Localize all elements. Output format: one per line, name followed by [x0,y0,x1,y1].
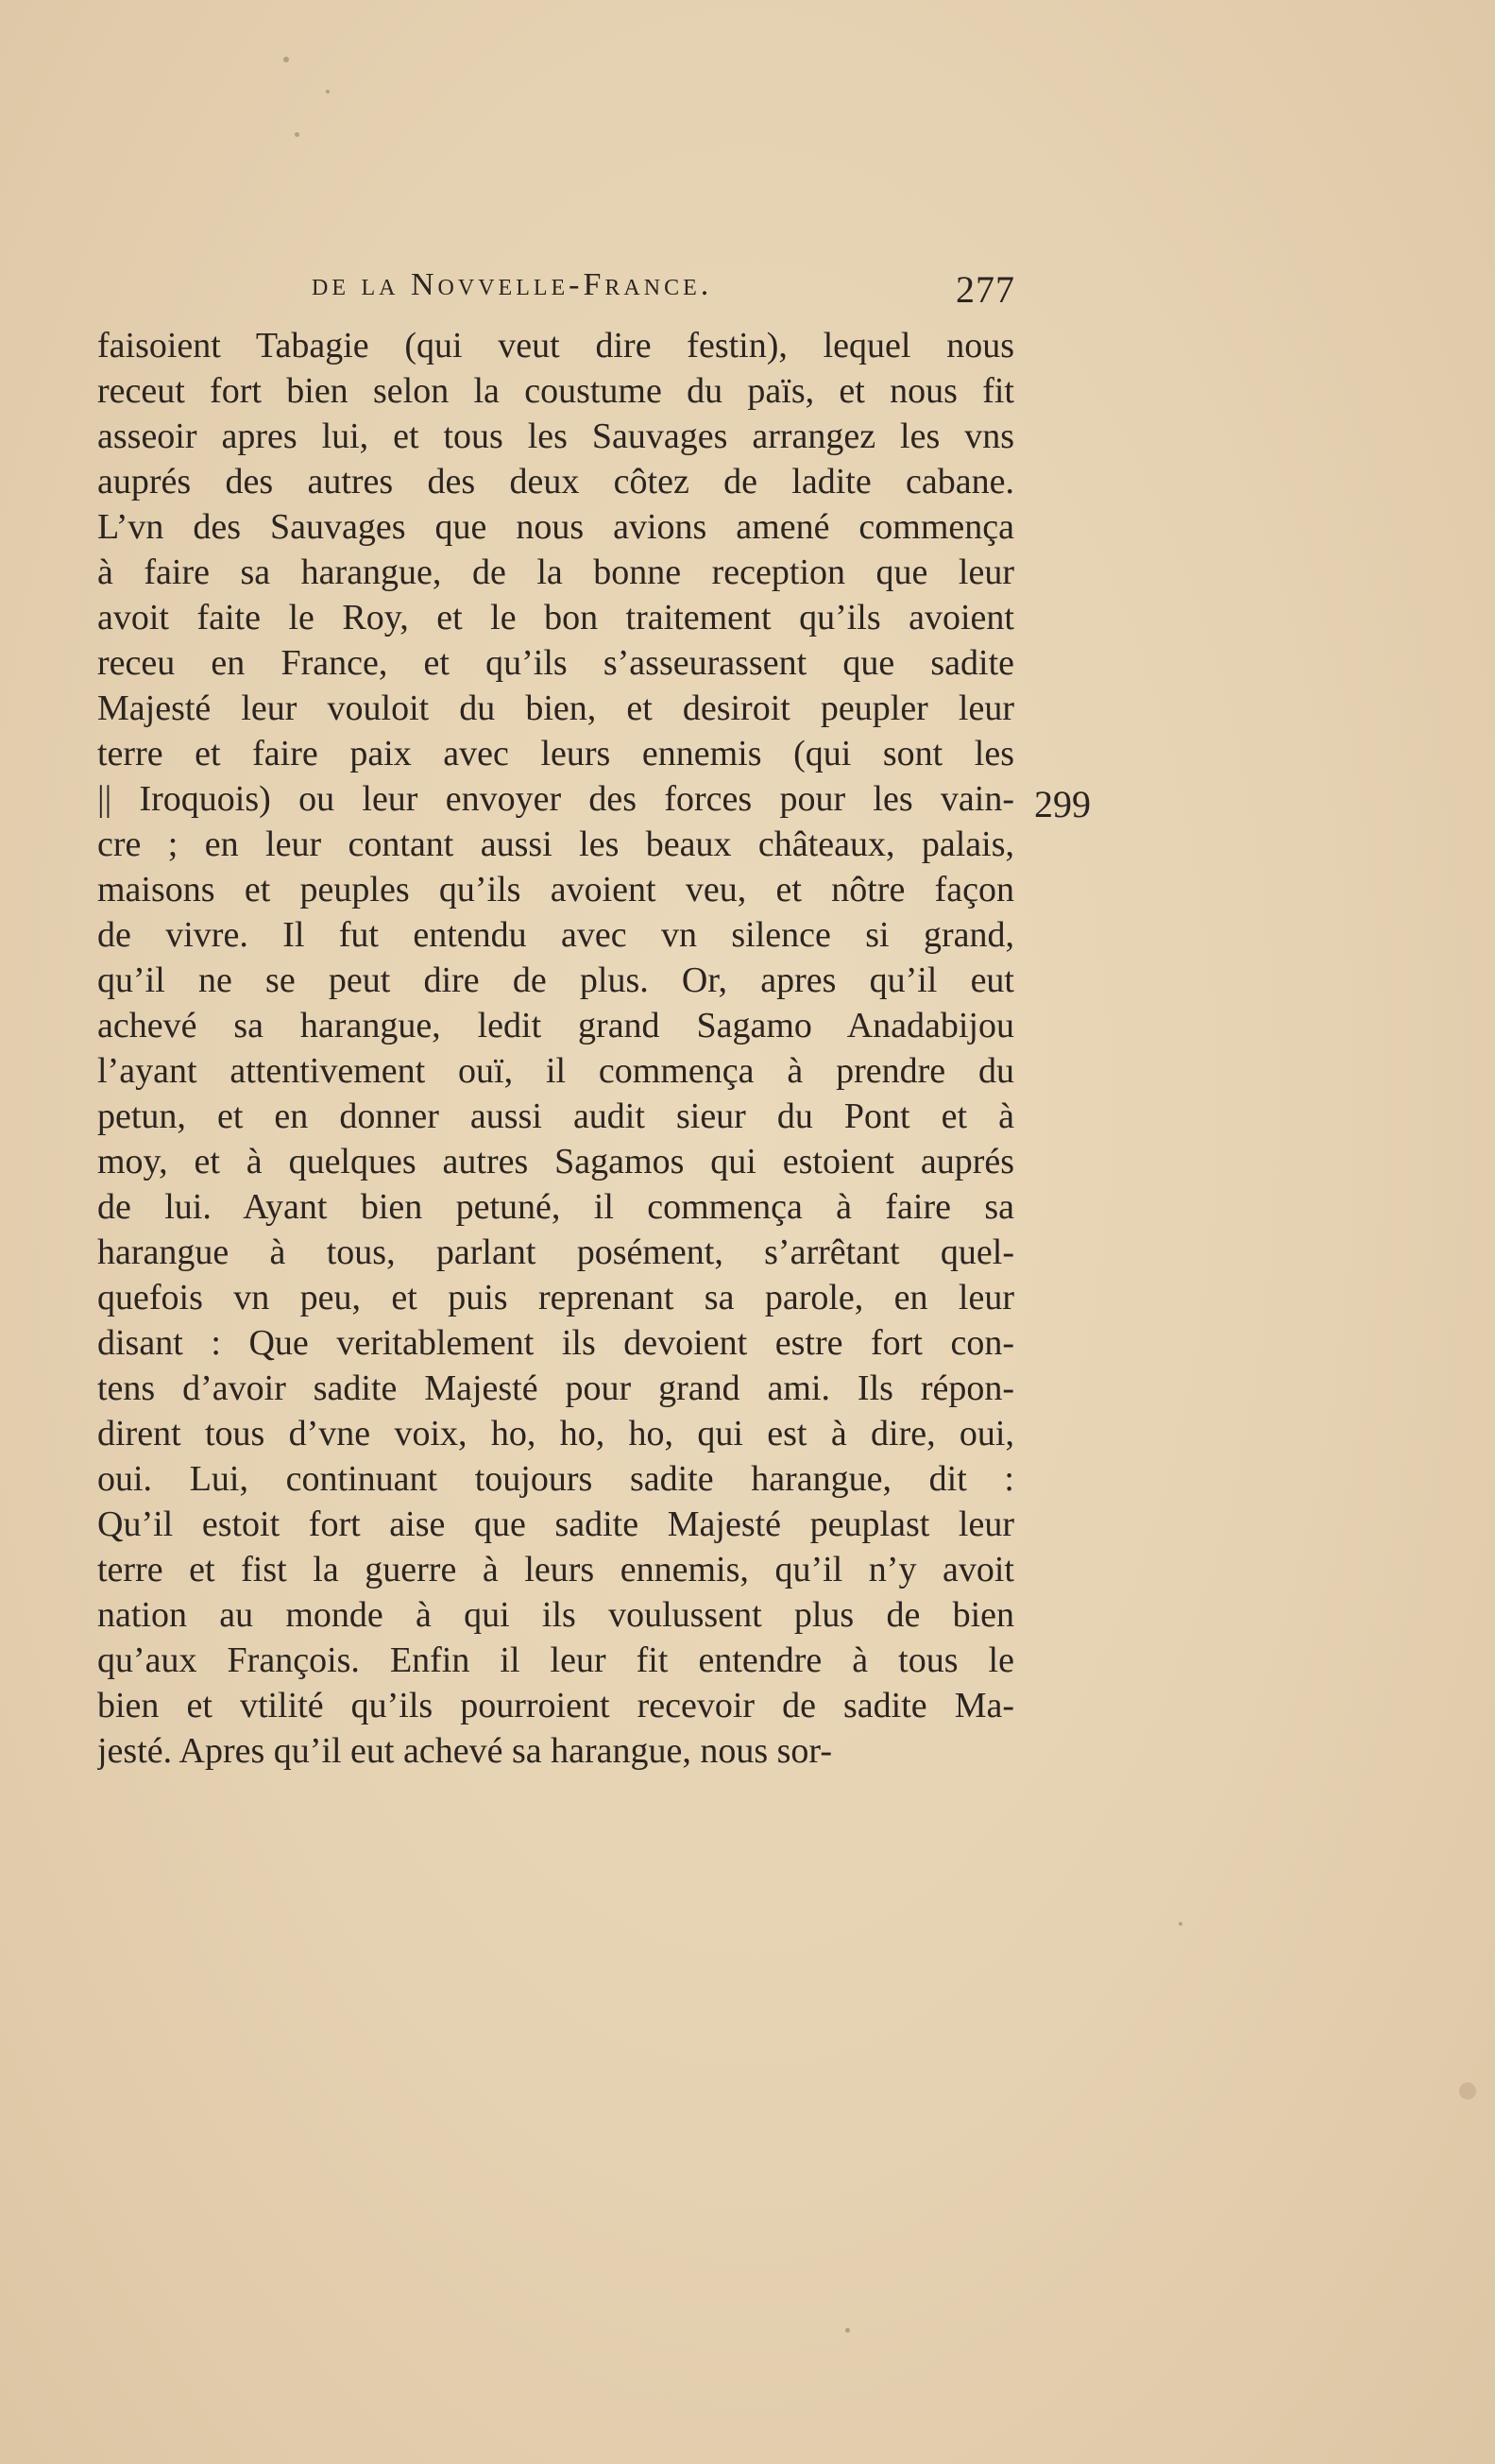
body-text [97,323,1014,1774]
text-line: l’ayant attentivement ouï, il commença à prendre du [97,1051,1014,1091]
text-line: receu en France, et qu’ils s’asseurassent que sadite [97,643,1014,683]
text-line: moy, et à quelques autres Sagamos qui estoient auprés [97,1142,1014,1181]
text-line: terre et fist la guerre à leurs ennemis, qu’il n’y avoit [97,1550,1014,1589]
text-line: maisons et peuples qu’ils avoient veu, et nôtre façon [97,870,1014,909]
text-line: jesté. Apres qu’il eut achevé sa harangue, nous sor- [97,1731,832,1771]
text-line: petun, et en donner aussi audit sieur du Pont et à [97,1096,1014,1136]
paper-speck [326,90,330,93]
paper-speck [295,132,299,137]
text-line: qu’il ne se peut dire de plus. Or, apres qu’il eut [97,960,1014,1000]
running-head [312,260,1015,316]
text-line: Majesté leur vouloit du bien, et desiroit peupler leur [97,688,1014,728]
text-line: faisoient Tabagie (qui veut dire festin), lequel nous [97,326,1014,365]
text-line: Qu’il estoit fort aise que sadite Majesté peuplast leur [97,1504,1014,1544]
text-line: oui. Lui, continuant toujours sadite harangue, dit : [97,1459,1014,1499]
text-line: L’vn des Sauvages que nous avions amené commença [97,507,1014,547]
text-line: de vivre. Il fut entendu avec vn silence si grand, [97,915,1014,955]
paper-speck [845,2328,850,2333]
text-line: harangue à tous, parlant posément, s’arrêtant quel- [97,1232,1014,1272]
text-line: terre et faire paix avec leurs ennemis (qui sont les [97,734,1014,773]
text-line: avoit faite le Roy, et le bon traitement qu’ils avoient [97,598,1014,637]
text-line: bien et vtilité qu’ils pourroient recevoir de sadite Ma- [97,1686,1014,1725]
paper-speck [1459,2082,1476,2099]
text-line: quefois vn peu, et puis reprenant sa parole, en leur [97,1278,1014,1317]
paper-speck [1179,1922,1182,1926]
text-line: de lui. Ayant bien petuné, il commença à faire sa [97,1187,1014,1227]
text-line: nation au monde à qui ils voulussent plus de bien [97,1595,1014,1635]
text-line: à faire sa harangue, de la bonne reception que leur [97,552,1014,592]
text-line: asseoir apres lui, et tous les Sauvages arrangez les vns [97,416,1014,456]
text-line: cre ; en leur contant aussi les beaux châteaux, palais, [97,824,1014,864]
text-line: tens d’avoir sadite Majesté pour grand ami. Ils répon- [97,1368,1014,1408]
margin-page-reference: 299 [1034,783,1091,825]
text-line: auprés des autres des deux côtez de ladite cabane. [97,462,1014,501]
running-title: de la Novvelle-France. [312,267,713,302]
text-line: dirent tous d’vne voix, ho, ho, ho, qui est à dire, oui, [97,1414,1014,1453]
text-line: disant : Que veritablement ils devoient estre fort con- [97,1323,1014,1363]
text-line: receut fort bien selon la coustume du païs, et nous fit [97,371,1014,411]
paper-speck [283,57,289,62]
page-number: 277 [956,268,1015,311]
text-line: qu’aux François. Enfin il leur fit entendre à tous le [97,1640,1014,1680]
text-line: achevé sa harangue, ledit grand Sagamo Anadabijou [97,1006,1014,1045]
text-line: || Iroquois) ou leur envoyer des forces pour les vain- [97,779,1014,819]
